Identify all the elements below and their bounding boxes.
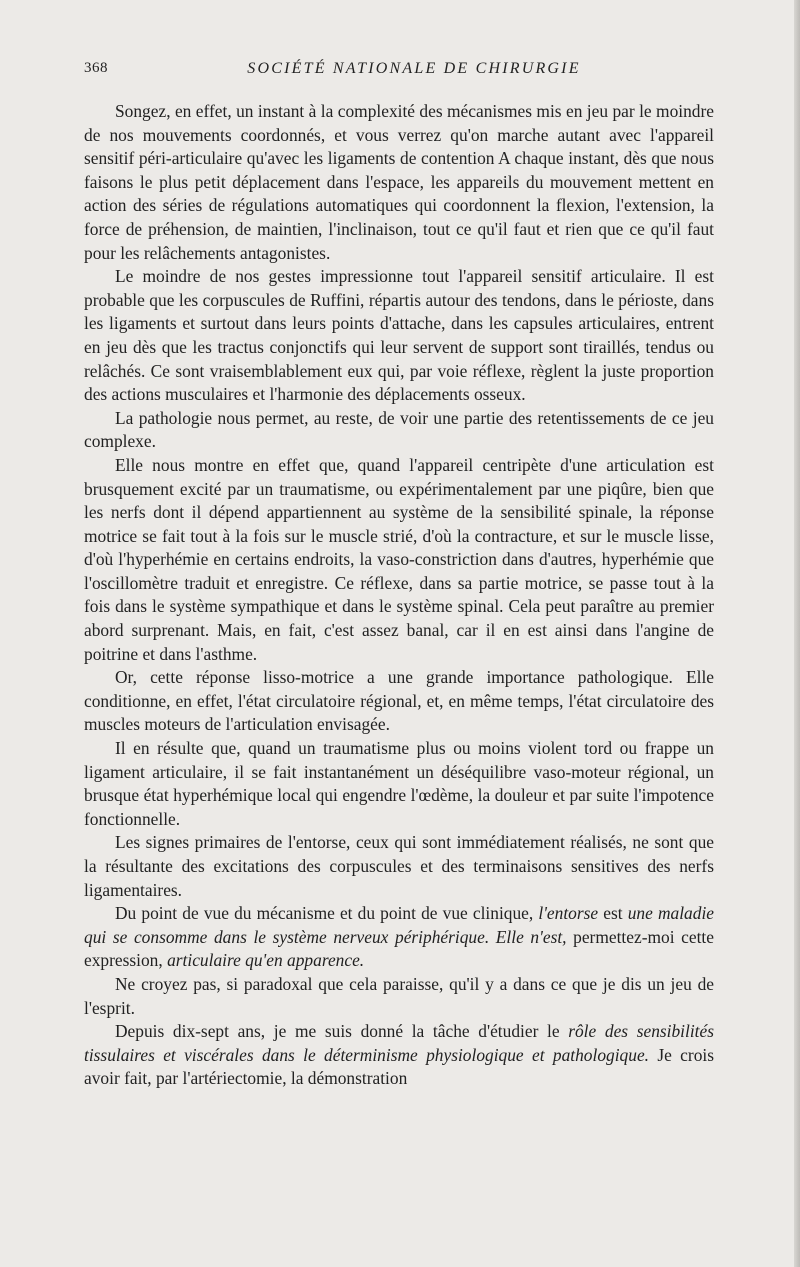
text-run: Songez, en effet, un instant à la complexité des mécanismes mis en jeu par le moindre de nos mouvements coordonnés, et vous verrez qu'on marche autant avec l'appareil sensitif péri-articulaire qu'avec les ligaments de contention A chaque instant, dès que nous faisons le plus petit déplacement dans l'espace, les appareils du mouvement mettent en action des séries de régulations automatiques qui coordonnent la flexion, l'extension, la force de préhension, de maintien, l'inclinaison, tout ce qu'il faut et rien que ce qu'il faut pour les relâchements antagonistes. — [84, 101, 714, 263]
paragraph — [84, 100, 714, 265]
paragraph — [84, 454, 714, 666]
text-run: est — [598, 903, 628, 924]
italic-run: une maladie qui se consomme dans le système nerveux périphérique. Elle n'est, — [84, 903, 714, 947]
paragraph — [84, 831, 714, 902]
page-edge — [794, 0, 800, 1267]
paragraph — [84, 407, 714, 454]
paragraph — [84, 1020, 714, 1091]
italic-run: l'entorse — [538, 903, 599, 924]
text-run: Il en résulte que, quand un traumatisme plus ou moins violent tord ou frappe un ligament articulaire, il se fait instantanément un déséquilibre vaso-moteur régional, un brusque état hyperhémique local qui engendre l'œdème, la douleur et par suite l'impotence fonctionnelle. — [84, 738, 714, 829]
text-run: La pathologie nous permet, au reste, de voir une partie des retentissements de ce jeu complexe. — [84, 407, 714, 452]
paragraph — [84, 265, 714, 407]
body-text — [84, 100, 714, 1091]
page-number: 368 — [84, 60, 108, 76]
text-run: permettez-moi cette expression, — [84, 926, 714, 971]
text-run: Elle nous montre en effet que, quand l'appareil centripète d'une articulation est brusquement excité par un traumatisme, ou expérimentalement par une piqûre, bien que les nerfs dont il dépend appartiennent au système de la sensibilité spinale, la réponse motrice se fait tout à la fois sur le muscle strié, d'où la contracture, et sur le muscle lisse, d'où l'hyperhémie en certains endroits, la vaso-constriction dans d'autres, hyperhémie que l'oscillomètre traduit et enregistre. Ce réflexe, dans sa partie motrice, se passe tout à la fois dans le système sympathique et dans le système spinal. Cela peut paraître au premier abord surprenant. Mais, en fait, c'est assez banal, car il en est ainsi dans l'angine de poitrine et dans l'asthme. — [84, 454, 714, 664]
paragraph — [84, 973, 714, 1020]
paragraph — [84, 902, 714, 973]
text-run: Je crois avoir fait, par l'artériectomie, la démonstration — [84, 1044, 714, 1089]
text-run: Du point de vue du mécanisme et du point de vue clinique, — [115, 903, 539, 924]
text-run: Les signes primaires de l'entorse, ceux qui sont immédiatement réalisés, ne sont que la résultante des excitations des corpuscules et des terminaisons sensitives des nerfs ligamentaires. — [84, 832, 714, 900]
italic-run: rôle des sensibilités tissulaires et viscérales dans le déterminisme physiologique et pathologique. — [84, 1021, 715, 1065]
running-head: SOCIÉTÉ NATIONALE DE CHIRURGIE — [247, 60, 581, 77]
italic-run: articulaire qu'en apparence. — [167, 950, 365, 971]
text-run: Depuis dix-sept ans, je me suis donné la tâche d'étudier le — [115, 1021, 569, 1042]
text-run: Le moindre de nos gestes impressionne tout l'appareil sensitif articulaire. Il est probable que les corpuscules de Ruffini, répartis autour des tendons, dans le périoste, dans les ligaments et surtout dans leurs points d'attache, dans les capsules articulaires, entrent en jeu dès que les tractus conjonctifs qui leur servent de support sont tiraillés, tendus ou relâchés. Ce sont vraisemblablement eux qui, par voie réflexe, règlent la juste proportion des actions musculaires et l'harmonie des déplacements osseux. — [84, 266, 714, 405]
text-run: Or, cette réponse lisso-motrice a une grande importance pathologique. Elle conditionne, en effet, l'état circulatoire régional, et, en même temps, l'état circulatoire des muscles moteurs de l'articulation envisagée. — [84, 667, 714, 735]
page-header — [84, 60, 714, 84]
paragraph — [84, 737, 714, 831]
paragraph — [84, 666, 714, 737]
text-run: Ne croyez pas, si paradoxal que cela paraisse, qu'il y a dans ce que je dis un jeu de l'esprit. — [84, 973, 714, 1018]
